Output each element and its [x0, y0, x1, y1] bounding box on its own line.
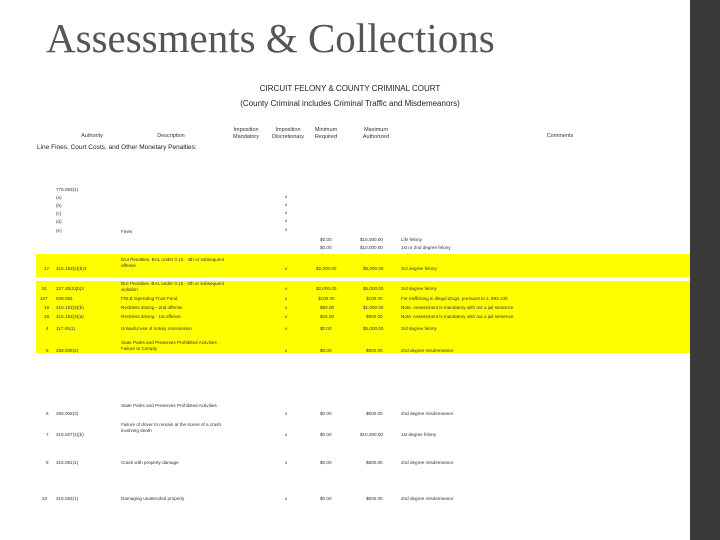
header-description: Description: [157, 133, 185, 139]
row-discretionary: x: [285, 432, 288, 437]
fines-authority-item: (e): [56, 228, 62, 233]
row-maximum: $5,000.00: [363, 266, 384, 271]
row-description: Failure of driver to remain at the scene of a crash involving death: [121, 422, 222, 433]
discretionary-mark: x: [285, 202, 288, 207]
row-line: 107: [40, 296, 48, 301]
minimum-value: $0.00: [320, 237, 332, 242]
row-minimum: $2,000.00: [316, 286, 337, 291]
row-authority: 316.061(1): [56, 460, 79, 465]
row-authority: 316.027(1)(b): [56, 432, 84, 437]
discretionary-mark: x: [285, 210, 288, 215]
row-discretionary: x: [285, 266, 288, 271]
comment-text: Life felony: [401, 237, 422, 242]
row-minimum: $0.00: [320, 348, 332, 353]
row-description: Reckless driving - 1st offense: [121, 314, 181, 319]
fines-authority-item: (d): [56, 219, 62, 224]
row-line: 8: [46, 460, 49, 465]
header-imposition-mandatory: Imposition Mandatory: [233, 127, 259, 140]
row-comment: 1st degree felony: [401, 432, 437, 437]
row-line: 6: [46, 411, 49, 416]
row-discretionary: x: [285, 286, 288, 291]
row-minimum: $25.00: [320, 314, 335, 319]
row-discretionary: x: [285, 296, 288, 301]
row-comment: 2nd degree misdemeanor: [401, 411, 454, 416]
row-description: State Parks and Preserves Prohibited Activities - Failure to Comply: [121, 340, 220, 351]
row-discretionary: x: [285, 305, 288, 310]
row-authority: 316.193(3)(b): [56, 305, 84, 310]
row-maximum: $1,000.00: [363, 305, 384, 310]
row-maximum: $100.00: [366, 296, 383, 301]
fines-authority-item: (a): [56, 195, 62, 200]
row-authority: 117.05(1): [56, 326, 76, 331]
row-maximum: $500.00: [366, 460, 383, 465]
header-comments: Comments: [546, 133, 574, 139]
row-description: Damaging unattended property: [121, 496, 185, 501]
row-description: FDLE Operating Trust Fund: [121, 296, 178, 301]
row-description: State Parks and Preserves Prohibited Activities: [121, 403, 217, 408]
right-edge-bar: [690, 0, 720, 540]
row-minimum: $0.00: [320, 411, 332, 416]
fines-authority-item: 775.083(1): [56, 187, 79, 192]
row-maximum: $5,000.00: [363, 326, 384, 331]
discretionary-mark: x: [285, 227, 288, 232]
row-description: BUI Penalties. BAL under 0.15 - 4th or subsequent violation: [121, 281, 224, 292]
row-line: 19: [44, 305, 50, 310]
row-authority: 316.063(1): [56, 496, 79, 501]
row-comment: For trafficking in illegal drugs, pursuant to s. 893.135: [401, 296, 508, 301]
maximum-value: $10,000.00: [360, 245, 383, 250]
row-authority: 316.193(2)(b)3: [56, 266, 87, 271]
section-label: Line Fines, Court Costs, and Other Monetary Penalties:: [37, 144, 197, 151]
row-discretionary: x: [285, 496, 288, 501]
row-comment: Note: Assessment is mandatory with out a jail sentence: [401, 314, 514, 319]
row-description: Crash with property damage: [121, 460, 179, 465]
row-maximum: $500.00: [366, 411, 383, 416]
header-authority: Authority: [81, 133, 103, 139]
row-line: 4: [46, 326, 49, 331]
fines-description: Fines: [121, 229, 133, 234]
row-comment: 2nd degree misdemeanor: [401, 348, 454, 353]
header-minimum: Minimum Required: [314, 127, 338, 140]
row-maximum: $500.00: [366, 496, 383, 501]
row-maximum: $500.00: [366, 314, 383, 319]
row-description: Unlawful use of notary commission: [121, 326, 192, 331]
row-authority: 258.008(2): [56, 348, 79, 353]
row-authority: 327.35(2)(b)3: [56, 286, 84, 291]
row-minimum: $0.00: [320, 432, 332, 437]
row-minimum: $2,000.00: [316, 266, 337, 271]
discretionary-mark: x: [285, 218, 288, 223]
row-discretionary: x: [285, 348, 288, 353]
row-discretionary: x: [285, 411, 288, 416]
table-subtitle: (County Criminal includes Criminal Traffic and Misdemeanors): [240, 99, 460, 108]
header-maximum: Maximum Authorized: [362, 127, 390, 140]
row-discretionary: x: [285, 314, 288, 319]
row-comment: Note: Assessment is mandatory with out a jail sentence: [401, 305, 514, 310]
row-discretionary: x: [285, 326, 288, 331]
row-line: 7: [46, 432, 49, 437]
row-authority: 316.193(3)(a): [56, 314, 84, 319]
row-line: 18: [44, 314, 50, 319]
row-comment: 3rd degree felony: [401, 266, 437, 271]
row-authority: 258.008(3): [56, 411, 79, 416]
row-comment: 2nd degree misdemeanor: [401, 460, 454, 465]
fines-authority-item: (c): [56, 211, 62, 216]
fines-authority-item: (b): [56, 203, 62, 208]
discretionary-mark: x: [285, 194, 288, 199]
row-comment: 3rd degree felony: [401, 286, 437, 291]
header-imposition-discretionary: Imposition Discretionary: [271, 127, 305, 140]
row-maximum: $10,000.00: [360, 432, 383, 437]
row-minimum: $100.00: [318, 296, 335, 301]
row-minimum: $50.00: [320, 305, 335, 310]
row-minimum: $0.00: [320, 460, 332, 465]
row-line: 10: [42, 496, 48, 501]
row-line: 17: [44, 266, 50, 271]
table-title: CIRCUIT FELONY & COUNTY CRIMINAL COURT: [259, 84, 441, 93]
maximum-value: $15,000.00: [360, 237, 383, 242]
row-maximum: $5,000.00: [363, 286, 384, 291]
row-comment: 2nd degree misdemeanor: [401, 496, 454, 501]
comment-text: 1st or 2nd degree felony: [401, 245, 451, 250]
row-minimum: $0.00: [320, 326, 332, 331]
row-minimum: $0.00: [320, 496, 332, 501]
row-line: 5: [46, 348, 49, 353]
minimum-value: $0.00: [320, 245, 332, 250]
row-discretionary: x: [285, 460, 288, 465]
row-description: Reckless driving - 2nd offense: [121, 305, 183, 310]
row-description: DUI Penalties. BAL under 0.15 - 4th or subsequent offense: [121, 257, 225, 268]
row-line: 51: [42, 286, 48, 291]
row-authority: 938.055: [56, 296, 73, 301]
row-comment: 3rd degree felony: [401, 326, 437, 331]
page-title: Assessments & Collections: [46, 15, 495, 61]
row-maximum: $500.00: [366, 348, 383, 353]
